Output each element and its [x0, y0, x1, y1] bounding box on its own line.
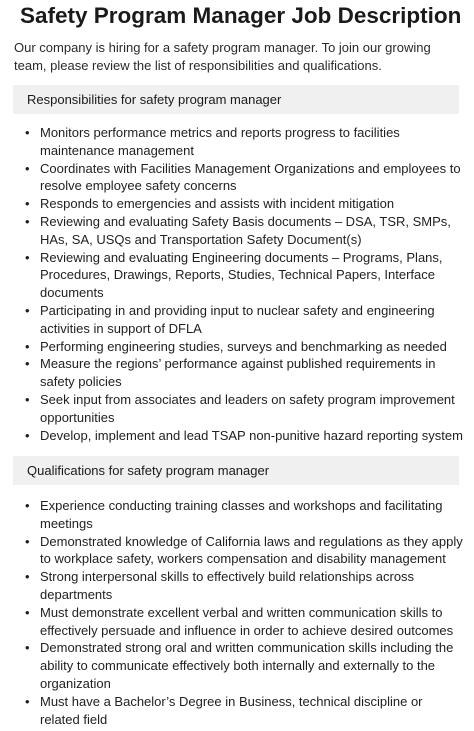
- list-item: [25, 302, 465, 338]
- bullet-icon: •: [25, 356, 30, 372]
- list-item-text: Strong interpersonal skills to effectively build relationships across departments: [40, 569, 415, 602]
- list-item-text: Reviewing and evaluating Safety Basis documents – DSA, TSR, SMPs, HAs, SA, USQs and Transportation Safety Document(s): [40, 213, 451, 247]
- list-item: [25, 639, 465, 692]
- bullet-icon: •: [25, 427, 30, 443]
- list-item-text: Experience conducting training classes and workshops and facilitating meetings: [40, 498, 443, 531]
- bullet-icon: •: [25, 196, 30, 212]
- bullet-icon: •: [25, 693, 30, 709]
- list-item-text: Develop, implement and lead TSAP non-punitive hazard reporting system: [40, 427, 463, 443]
- list-item: [25, 391, 465, 427]
- bullet-icon: •: [25, 125, 30, 140]
- bullet-icon: •: [25, 533, 30, 549]
- list-item: [25, 160, 465, 196]
- list-item: [25, 355, 465, 391]
- list-item: [25, 604, 465, 640]
- bullet-icon: •: [25, 640, 30, 656]
- bullet-icon: •: [25, 338, 30, 354]
- bullet-icon: •: [25, 604, 30, 620]
- list-item-text: Seek input from associates and leaders on safety program improvement opportunities: [40, 391, 455, 425]
- bullet-icon: •: [25, 498, 30, 513]
- list-item: [25, 249, 465, 302]
- bullet-icon: •: [25, 391, 30, 407]
- list-item-text: Reviewing and evaluating Engineering documents – Programs, Plans, Procedures, Drawings, Reports, Studies, Technical Papers, Interface documents: [40, 249, 443, 301]
- list-item-text: Must have a Bachelor’s Degree in Business, technical discipline or related field: [40, 693, 423, 727]
- qualifications-list: [25, 497, 465, 728]
- page-title: Safety Program Manager Job Description: [20, 3, 462, 28]
- list-item-text: Demonstrated knowledge of California laws and regulations as they apply to workplace safety, workers compensation and disability management: [40, 533, 463, 567]
- list-item-text: Performing engineering studies, surveys and benchmarking as needed: [40, 338, 447, 354]
- list-item: [25, 338, 465, 356]
- list-item-text: Must demonstrate excellent verbal and written communication skills to effectively persuade and influence in order to achieve desired outcomes: [40, 604, 454, 638]
- responsibilities-list: [25, 124, 465, 444]
- bullet-icon: •: [25, 160, 30, 176]
- list-item: [25, 497, 465, 533]
- intro-paragraph: Our company is hiring for a safety program manager. To join our growing team, please review the list of responsibilities and qualifications.: [14, 40, 431, 73]
- bullet-icon: •: [25, 249, 30, 265]
- list-item-text: Responds to emergencies and assists with incident mitigation: [40, 196, 395, 212]
- list-item: [25, 533, 465, 569]
- qualifications-heading: Qualifications for safety program manager: [13, 456, 459, 485]
- list-item: [25, 195, 465, 213]
- list-item-text: Measure the regions’ performance against published requirements in safety policies: [40, 356, 436, 390]
- list-item: [25, 213, 465, 249]
- list-item: [25, 427, 465, 445]
- list-item: [25, 124, 465, 160]
- list-item-text: Participating in and providing input to nuclear safety and engineering activities in support of DFLA: [40, 302, 435, 336]
- bullet-icon: •: [25, 302, 30, 318]
- bullet-icon: •: [25, 569, 30, 585]
- list-item: [25, 568, 465, 604]
- bullet-icon: •: [25, 213, 30, 229]
- list-item-text: Monitors performance metrics and reports progress to facilities maintenance management: [40, 125, 400, 158]
- list-item: [25, 693, 465, 729]
- list-item-text: Demonstrated strong oral and written communication skills including the ability to communicate effectively both internally and externally to the organization: [40, 640, 454, 691]
- list-item-text: Coordinates with Facilities Management Organizations and employees to resolve employee safety concerns: [40, 160, 461, 194]
- responsibilities-heading: Responsibilities for safety program manager: [13, 85, 459, 114]
